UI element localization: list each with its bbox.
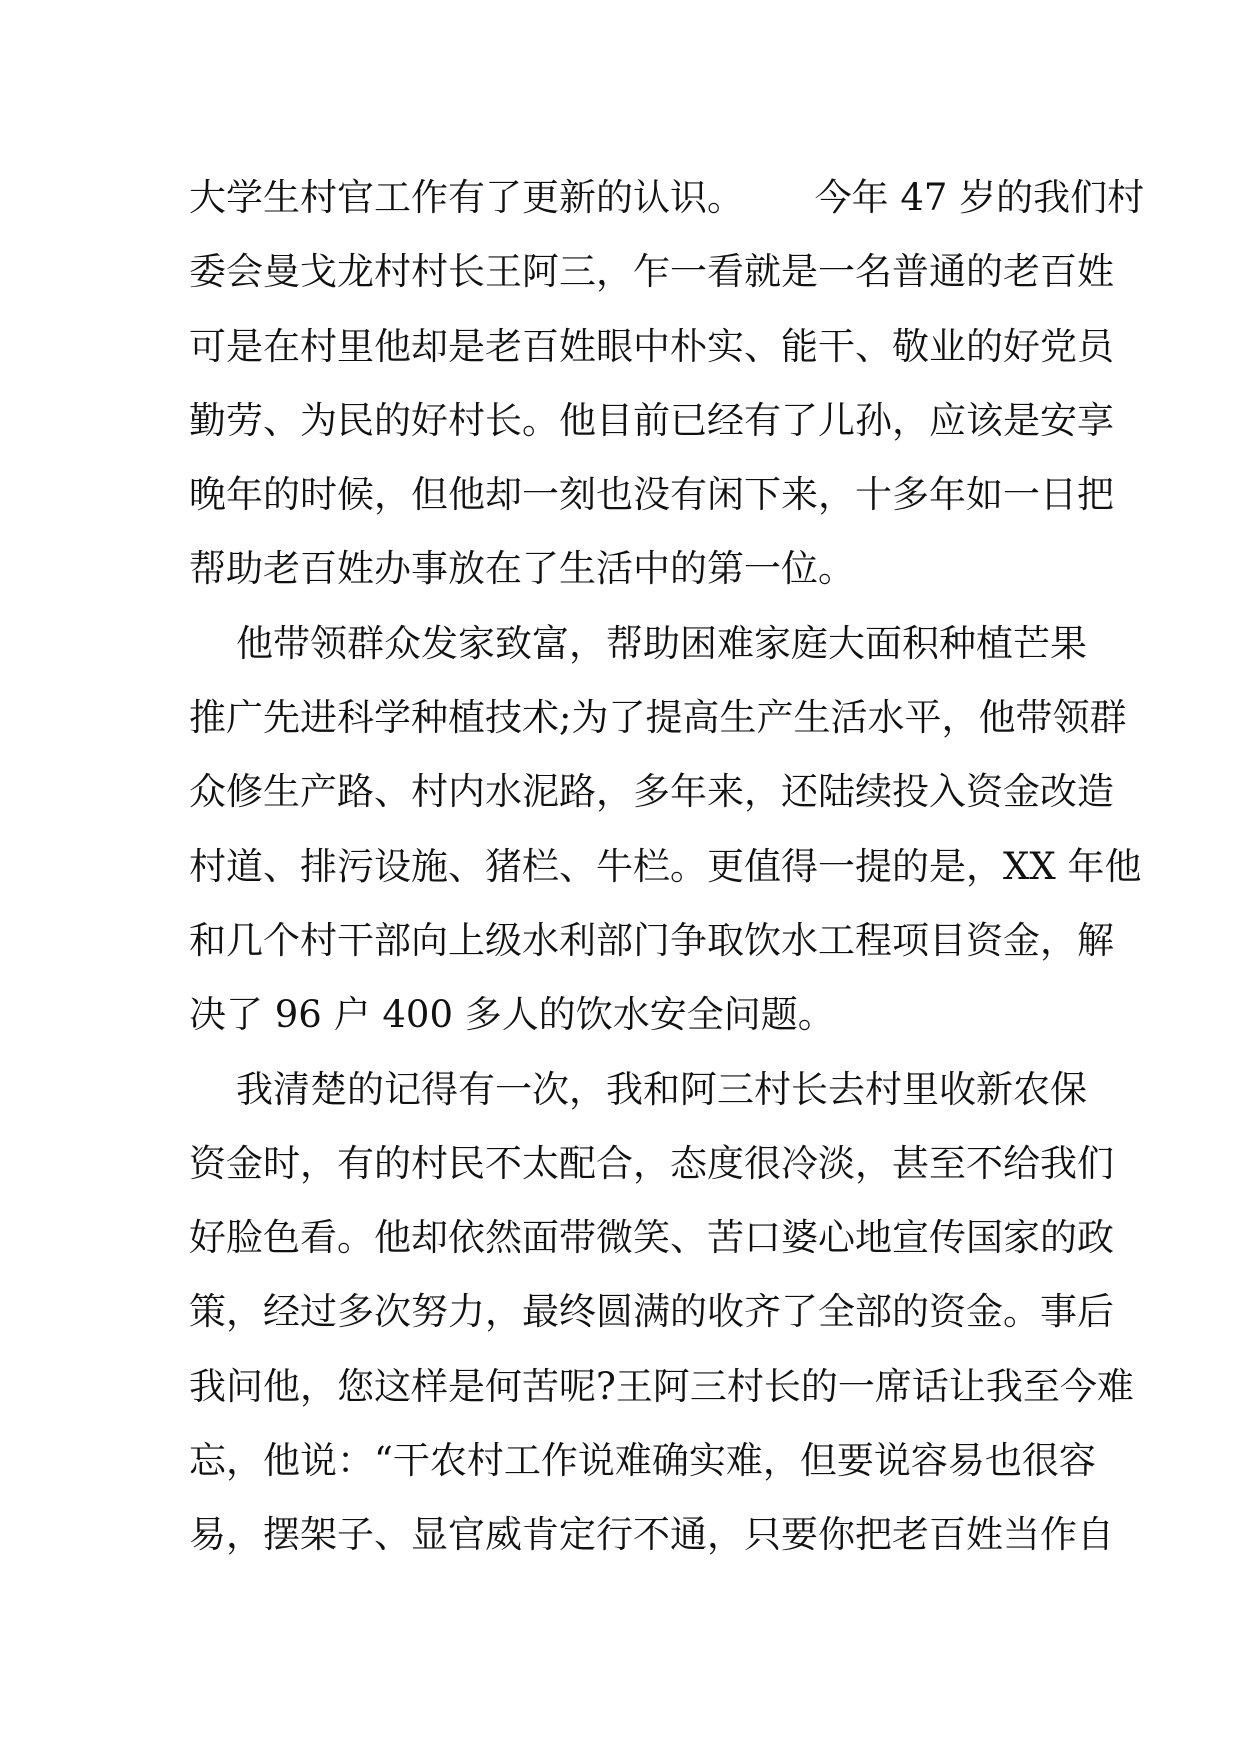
text-line: 我问他，您这样是何苦呢?王阿三村长的一席话让我至今难 <box>189 1364 1134 1408</box>
text-line: 勤劳、为民的好村长。他目前已经有了儿孙，应该是安享 <box>189 398 1114 442</box>
text-line: 忘，他说：“干农村工作说难确实难，但要说容易也很容 <box>189 1439 1096 1483</box>
text-line: 村道、排污设施、猪栏、牛栏。更值得一提的是，XX 年他 <box>189 844 1142 888</box>
text-line: 他带领群众发家致富，帮助困难家庭大面积种植芒果 <box>189 621 1088 665</box>
text-line: 晚年的时候，但他却一刻也没有闲下来，十多年如一日把 <box>189 473 1114 517</box>
body-text <box>189 168 1145 1580</box>
text-line: 我清楚的记得有一次，我和阿三村长去村里收新农保 <box>189 1067 1088 1111</box>
text-line: 可是在村里他却是老百姓眼中朴实、能干、敬业的好党员 <box>189 324 1114 368</box>
text-line: 帮助老百姓办事放在了生活中的第一位。 <box>189 547 855 591</box>
text-line: 委会曼戈龙村村长王阿三，乍一看就是一名普通的老百姓 <box>189 250 1114 294</box>
text-line: 好脸色看。他却依然面带微笑、苦口婆心地宣传国家的政 <box>189 1216 1114 1260</box>
text-line: 易，摆架子、显官威肯定行不通，只要你把老百姓当作自 <box>189 1513 1114 1557</box>
text-line: 决了 96 户 400 多人的饮水安全问题。 <box>189 993 835 1037</box>
text-line: 推广先进科学种植技术;为了提高生产生活水平，他带领群 <box>189 696 1127 740</box>
text-line: 众修生产路、村内水泥路，多年来，还陆续投入资金改造 <box>189 770 1114 814</box>
text-line: 大学生村官工作有了更新的认识。 今年 47 岁的我们村 <box>189 176 1145 219</box>
text-line: 策，经过多次努力，最终圆满的收齐了全部的资金。事后 <box>189 1290 1114 1334</box>
text-line: 和几个村干部向上级水利部门争取饮水工程项目资金，解 <box>189 918 1114 962</box>
text-line: 资金时，有的村民不太配合，态度很冷淡，甚至不给我们 <box>189 1141 1114 1185</box>
